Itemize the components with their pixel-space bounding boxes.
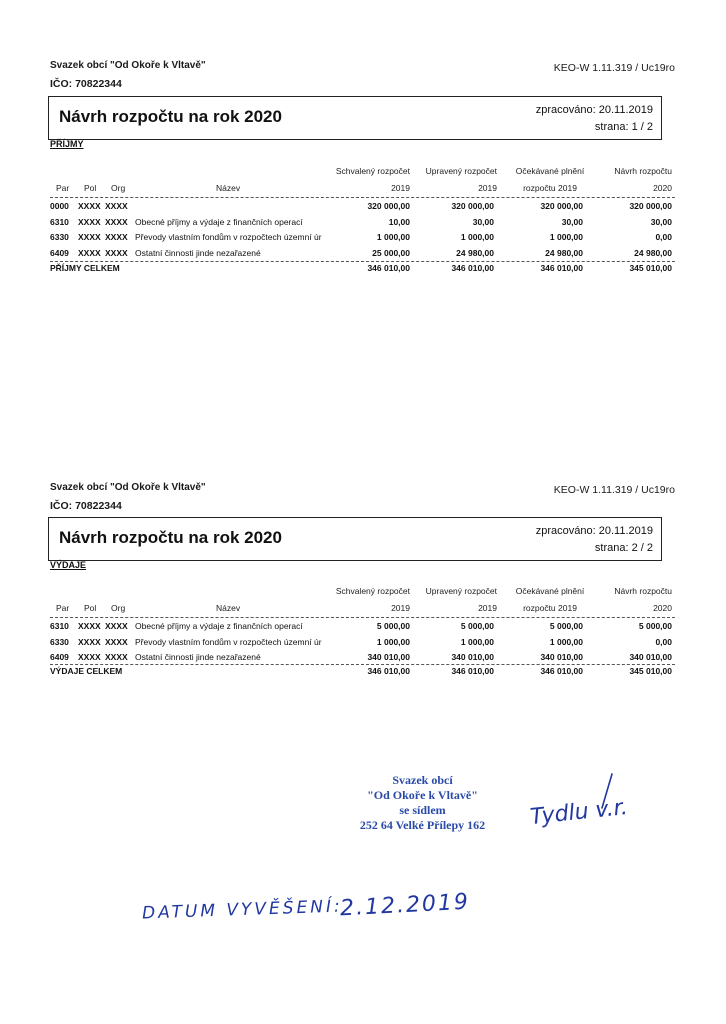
- posted-date-label: DATUM VYVĚŠENÍ:: [141, 896, 344, 924]
- cell-approved: 5 000,00: [376, 621, 410, 631]
- cell-par: 0000: [50, 201, 69, 211]
- cell-name: Převody vlastním fondům v rozpočtech územní úr: [135, 232, 322, 242]
- total-proposal: 345 010,00: [629, 666, 672, 676]
- cell-proposal: 0,00: [655, 636, 672, 647]
- document-title: Návrh rozpočtu na rok 2020: [59, 528, 282, 547]
- cell-approved: 25 000,00: [372, 247, 410, 258]
- col-pol-header: Pol: [84, 603, 97, 613]
- cell-name: Převody vlastním fondům v rozpočtech územní úr: [135, 636, 322, 647]
- cell-adjusted: 5 000,00: [460, 621, 494, 631]
- cell-pol: XXXX: [78, 232, 101, 242]
- cell-proposal: 340 010,00: [629, 652, 672, 662]
- col-expected-header: Očekávané plnění: [515, 166, 585, 176]
- posted-date-value: 2.12.2019: [339, 889, 471, 922]
- cell-approved: 340 010,00: [367, 652, 410, 662]
- ico-number: IČO: 70822344: [50, 78, 122, 90]
- header-divider: [50, 617, 675, 618]
- cell-proposal: 320 000,00: [629, 201, 672, 211]
- col-approved-header: Schvalený rozpočet: [335, 586, 410, 596]
- cell-proposal: 5 000,00: [638, 621, 672, 631]
- col-approved-header: Schvalený rozpočet: [335, 166, 410, 176]
- cell-org: XXXX: [105, 247, 128, 258]
- section-label: VÝDAJE: [50, 560, 87, 570]
- cell-proposal: 0,00: [655, 232, 672, 242]
- total-divider: [50, 664, 675, 665]
- total-approved: 346 010,00: [367, 666, 410, 676]
- document-code: KEO-W 1.11.319 / Uc19ro: [553, 484, 675, 496]
- col-approved-year: 2019: [391, 603, 410, 613]
- cell-expected: 320 000,00: [540, 201, 583, 211]
- total-expected: 346 010,00: [540, 666, 583, 676]
- cell-approved: 10,00: [388, 216, 410, 227]
- col-org-header: Org: [111, 183, 126, 193]
- cell-pol: XXXX: [78, 621, 101, 631]
- col-proposal-header: Návrh rozpočtu: [614, 586, 672, 596]
- col-par-header: Par: [56, 183, 70, 193]
- stamp-line-1: Svazek obcí: [392, 773, 453, 787]
- total-approved: 346 010,00: [367, 263, 410, 273]
- cell-name: Obecné příjmy a výdaje z finančních operací: [135, 216, 303, 227]
- document-title: Návrh rozpočtu na rok 2020: [59, 107, 282, 126]
- cell-pol: XXXX: [78, 652, 101, 662]
- col-approved-year: 2019: [391, 183, 410, 193]
- cell-adjusted: 320 000,00: [451, 201, 494, 211]
- processed-date: zpracováno: 20.11.2019: [535, 525, 653, 537]
- col-name-header: Název: [216, 183, 241, 193]
- col-adjusted-header: Upravený rozpočet: [425, 586, 497, 596]
- cell-proposal: 30,00: [650, 216, 672, 227]
- stamp-line-3: se sídlem: [399, 803, 446, 817]
- cell-expected: 24 980,00: [545, 247, 583, 258]
- col-adjusted-header: Upravený rozpočet: [425, 166, 497, 176]
- page-number: strana: 2 / 2: [594, 542, 653, 554]
- cell-pol: XXXX: [78, 247, 101, 258]
- col-pol-header: Pol: [84, 183, 97, 193]
- cell-approved: 320 000,00: [367, 201, 410, 211]
- cell-org: XXXX: [105, 636, 128, 647]
- cell-org: XXXX: [105, 621, 128, 631]
- cell-approved: 1 000,00: [376, 232, 410, 242]
- col-adjusted-year: 2019: [478, 603, 497, 613]
- cell-org: XXXX: [105, 232, 128, 242]
- col-name-header: Název: [216, 603, 241, 613]
- total-proposal: 345 010,00: [629, 263, 672, 273]
- cell-adjusted: 30,00: [472, 216, 494, 227]
- stamp-line-4: 252 64 Velké Přílepy 162: [359, 818, 486, 832]
- cell-adjusted: 1 000,00: [460, 232, 494, 242]
- signature-stroke: [596, 772, 616, 812]
- cell-org: XXXX: [105, 652, 128, 662]
- col-proposal-year: 2020: [653, 603, 672, 613]
- col-expected-year: rozpočtu 2019: [523, 183, 577, 193]
- col-expected-header: Očekávané plnění: [515, 586, 585, 596]
- col-org-header: Org: [111, 603, 126, 613]
- cell-adjusted: 340 010,00: [451, 652, 494, 662]
- stamp-line-2: "Od Okoře k Vltavě": [367, 788, 478, 802]
- cell-par: 6409: [50, 652, 69, 662]
- cell-org: XXXX: [105, 216, 128, 227]
- page-number: strana: 1 / 2: [594, 121, 653, 133]
- total-expected: 346 010,00: [540, 263, 583, 273]
- cell-adjusted: 24 980,00: [456, 247, 494, 258]
- processed-date: zpracováno: 20.11.2019: [535, 104, 653, 116]
- cell-expected: 5 000,00: [549, 621, 583, 631]
- total-label: VÝDAJE CELKEM: [50, 666, 123, 676]
- cell-proposal: 24 980,00: [634, 247, 672, 258]
- cell-name: Obecné příjmy a výdaje z finančních operací: [135, 621, 303, 631]
- cell-expected: 1 000,00: [549, 232, 583, 242]
- cell-par: 6310: [50, 621, 69, 631]
- cell-name: Ostatní činnosti jinde nezařazené: [135, 247, 261, 258]
- cell-par: 6330: [50, 636, 69, 647]
- col-proposal-year: 2020: [653, 183, 672, 193]
- organization-stamp: [340, 773, 505, 833]
- cell-adjusted: 1 000,00: [460, 636, 494, 647]
- title-box: [48, 517, 662, 561]
- col-expected-year: rozpočtu 2019: [523, 603, 577, 613]
- cell-org: XXXX: [105, 201, 128, 211]
- cell-pol: XXXX: [78, 636, 101, 647]
- cell-par: 6310: [50, 216, 69, 227]
- org-name: Svazek obcí "Od Okoře k Vltavě": [50, 60, 206, 71]
- cell-expected: 340 010,00: [540, 652, 583, 662]
- ico-number: IČO: 70822344: [50, 500, 122, 512]
- col-par-header: Par: [56, 603, 70, 613]
- section-label: PŘÍJMY: [50, 139, 84, 149]
- cell-pol: XXXX: [78, 201, 101, 211]
- total-label: PŘÍJMY CELKEM: [50, 263, 120, 273]
- cell-expected: 30,00: [561, 216, 583, 227]
- total-adjusted: 346 010,00: [451, 666, 494, 676]
- cell-par: 6330: [50, 232, 69, 242]
- cell-expected: 1 000,00: [549, 636, 583, 647]
- document-code: KEO-W 1.11.319 / Uc19ro: [553, 62, 675, 74]
- cell-name: Ostatní činnosti jinde nezařazené: [135, 652, 261, 662]
- org-name: Svazek obcí "Od Okoře k Vltavě": [50, 482, 206, 493]
- handwritten-signature: Tydlu v.r.: [528, 794, 629, 831]
- cell-pol: XXXX: [78, 216, 101, 227]
- total-adjusted: 346 010,00: [451, 263, 494, 273]
- col-adjusted-year: 2019: [478, 183, 497, 193]
- col-proposal-header: Návrh rozpočtu: [614, 166, 672, 176]
- cell-par: 6409: [50, 247, 69, 258]
- cell-approved: 1 000,00: [376, 636, 410, 647]
